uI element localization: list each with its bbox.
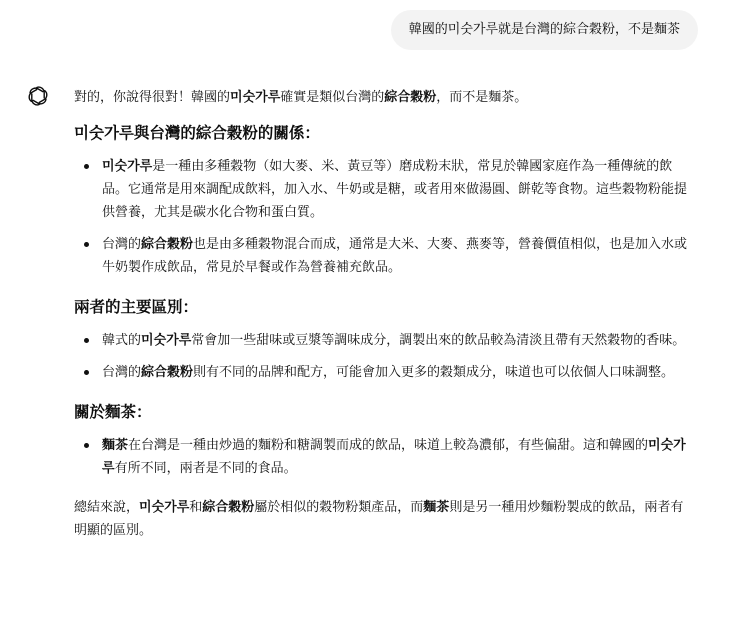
assistant-message xyxy=(74,86,694,542)
summary-bold: 綜合穀粉 xyxy=(202,500,255,515)
user-message-bubble: 韓國的미숫가루就是台灣的綜合穀粉，不是麵茶 xyxy=(391,10,698,50)
item-bold: 미숫가루 xyxy=(102,438,686,476)
item-text: 是一種由多種穀物（如大麥、米、黃豆等）磨成粉末狀，常見於韓國家庭作為一種傳統的飲品。它通常是用來調配成飲料，加入水、牛奶或是糖，或者用來做湯圓、餅乾等食物。這些穀物粉能提供營養，尤其是碳水化合物和蛋白質。 xyxy=(102,159,688,220)
section-title-mian-cha: 關於麵茶： xyxy=(74,403,152,421)
list-item xyxy=(74,434,694,480)
differences-list xyxy=(74,329,694,384)
item-text: 台灣的 xyxy=(102,365,142,380)
item-text: 則有不同的品牌和配方，可能會加入更多的穀類成分，味道也可以依個人口味調整。 xyxy=(193,365,675,380)
intro-text: 對的，你說得很對！韓國的 xyxy=(74,90,231,105)
item-text: 台灣的 xyxy=(102,237,142,252)
list-item xyxy=(74,329,694,352)
assistant-intro xyxy=(74,86,694,109)
item-bold: 미숫가루 xyxy=(141,333,192,348)
user-message-row xyxy=(391,10,698,50)
chatgpt-logo-icon xyxy=(26,84,50,108)
summary-bold: 미숫가루 xyxy=(139,500,190,515)
item-bold: 미숫가루 xyxy=(102,159,153,174)
summary-text: 則是另一種用炒麵粉製成的飲品，兩者有明顯的區別。 xyxy=(74,500,684,538)
item-text: 也是由多種穀物混合而成，通常是大米、大麥、燕麥等，營養價值相似，也是加入水或牛奶製作成飲品，常見於早餐或作為營養補充飲品。 xyxy=(102,237,688,275)
section-title-differences: 兩者的主要區別： xyxy=(74,298,199,316)
summary-text: 和 xyxy=(189,500,203,515)
summary-text: 屬於相似的穀物粉類產品，而 xyxy=(254,500,424,515)
list-item xyxy=(74,155,694,224)
item-text: 韓式的 xyxy=(102,333,142,348)
summary-bold: 麵茶 xyxy=(423,500,450,515)
intro-text: 確實是類似台灣的 xyxy=(280,90,385,105)
list-item xyxy=(74,361,694,384)
mian-cha-list xyxy=(74,434,694,480)
intro-bold: 綜合穀粉 xyxy=(384,90,437,105)
item-bold: 綜合穀粉 xyxy=(141,365,194,380)
item-bold: 綜合穀粉 xyxy=(141,237,194,252)
item-bold: 麵茶 xyxy=(102,438,129,453)
item-text: 在台灣是一種由炒過的麵粉和糖調製而成的飲品，味道上較為濃郁，有些偏甜。這和韓國的 xyxy=(128,438,649,453)
assistant-summary xyxy=(74,496,694,542)
intro-text: ，而不是麵茶。 xyxy=(436,90,528,105)
item-text: 有所不同，兩者是不同的食品。 xyxy=(114,461,297,476)
section-title-relationship: 미숫가루與台灣的綜合穀粉的關係： xyxy=(74,124,320,142)
list-item xyxy=(74,233,694,279)
intro-bold: 미숫가루 xyxy=(230,90,281,105)
summary-text: 總結來說， xyxy=(74,500,140,515)
relationship-list xyxy=(74,155,694,279)
item-text: 常會加一些甜味或豆漿等調味成分，調製出來的飲品較為清淡且帶有天然穀物的香味。 xyxy=(191,333,686,348)
